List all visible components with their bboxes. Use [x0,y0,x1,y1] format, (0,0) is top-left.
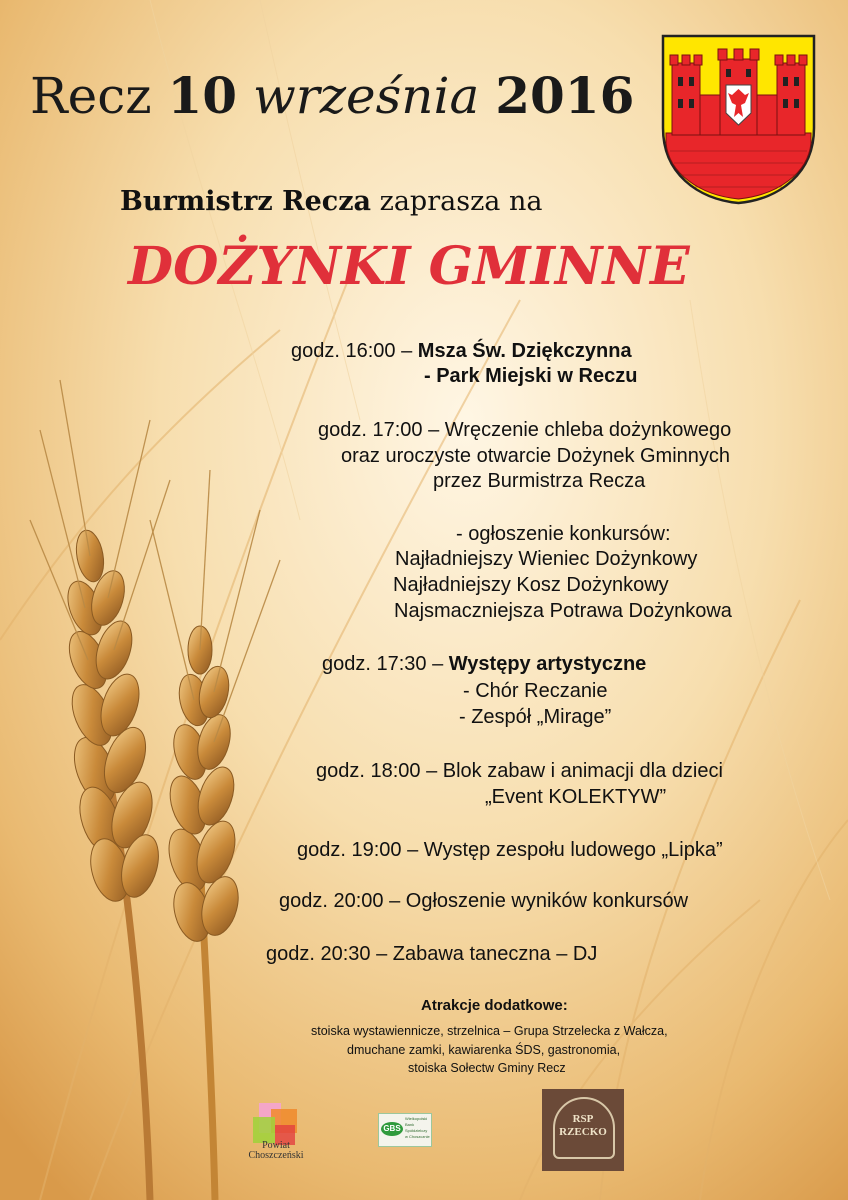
schedule-line: oraz uroczyste otwarcie Dożynek Gminnych [341,445,731,467]
schedule-item-1730 [322,652,646,676]
powiat-choszczenski-logo [247,1103,305,1167]
gbs-text: Bank [405,1122,415,1127]
schedule-item-2000: godz. 20:00 – Ogłoszenie wyników konkursów [279,890,689,912]
rsp-label: RSP [572,1113,594,1125]
host-name: Burmistrz Recza [120,186,372,217]
schedule-time: godz. 16:00 – [291,340,413,362]
schedule-title: Msza Św. Dziękczynna [417,340,632,362]
day-number: 10 [167,66,238,125]
schedule-item-1600 [291,339,632,363]
performer-item: - Zespół „Mirage” [459,706,612,728]
extras-line: dmuchane zamki, kawiarenka ŚDS, gastronomia, [347,1043,621,1057]
gbs-text: Wielkopolski [405,1116,428,1121]
gbs-bank-logo [378,1113,432,1147]
schedule-item-1800: godz. 18:00 – Blok zabaw i animacji dla dzieci [316,760,723,782]
invitation-line [120,186,542,217]
rsp-name: RZECKO [559,1126,607,1138]
schedule-line: „Event KOLEKTYW” [485,786,667,808]
contest-item: Najsmaczniejsza Potrawa Dożynkowa [394,600,732,622]
recz-coat-of-arms-icon [660,33,817,205]
town-name: Recz [30,67,152,125]
event-title: DOŻYNKI GMINNE [128,236,690,297]
schedule-place: - Park Miejski w Reczu [424,365,638,387]
contest-item: Najładniejszy Wieniec Dożynkowy [395,548,698,570]
schedule-item-1700: godz. 17:00 – Wręczenie chleba dożynkowego [318,419,732,441]
powiat-name: Choszczeński [248,1150,304,1161]
invite-verb: zaprasza na [379,186,543,217]
gbs-text: Spółdzielczy [405,1128,428,1133]
year: 2016 [495,66,635,125]
powiat-label: Powiat [262,1140,290,1151]
extras-heading: Atrakcje dodatkowe: [421,997,568,1014]
month-name: września [253,67,480,125]
rsp-rzecko-logo [542,1089,624,1171]
gbs-label: GBS [381,1122,403,1136]
gbs-text: w Choszcznie [405,1134,430,1139]
performer-item: - Chór Reczanie [463,680,608,702]
schedule-title: Występy artystyczne [448,653,647,675]
contest-item: Najładniejszy Kosz Dożynkowy [393,574,669,596]
contests-heading: - ogłoszenie konkursów: [456,523,671,545]
extras-line: stoiska wystawiennicze, strzelnica – Grupa Strzelecka z Wałcza, [311,1024,668,1038]
schedule-time: godz. 17:30 – [322,653,444,675]
schedule-item-2030: godz. 20:30 – Zabawa taneczna – DJ [266,943,598,965]
extras-line: stoiska Sołectw Gminy Recz [408,1061,566,1075]
schedule-item-1900: godz. 19:00 – Występ zespołu ludowego „Lipka” [297,839,723,861]
date-title [30,66,634,125]
schedule-line: przez Burmistrza Recza [433,470,646,492]
